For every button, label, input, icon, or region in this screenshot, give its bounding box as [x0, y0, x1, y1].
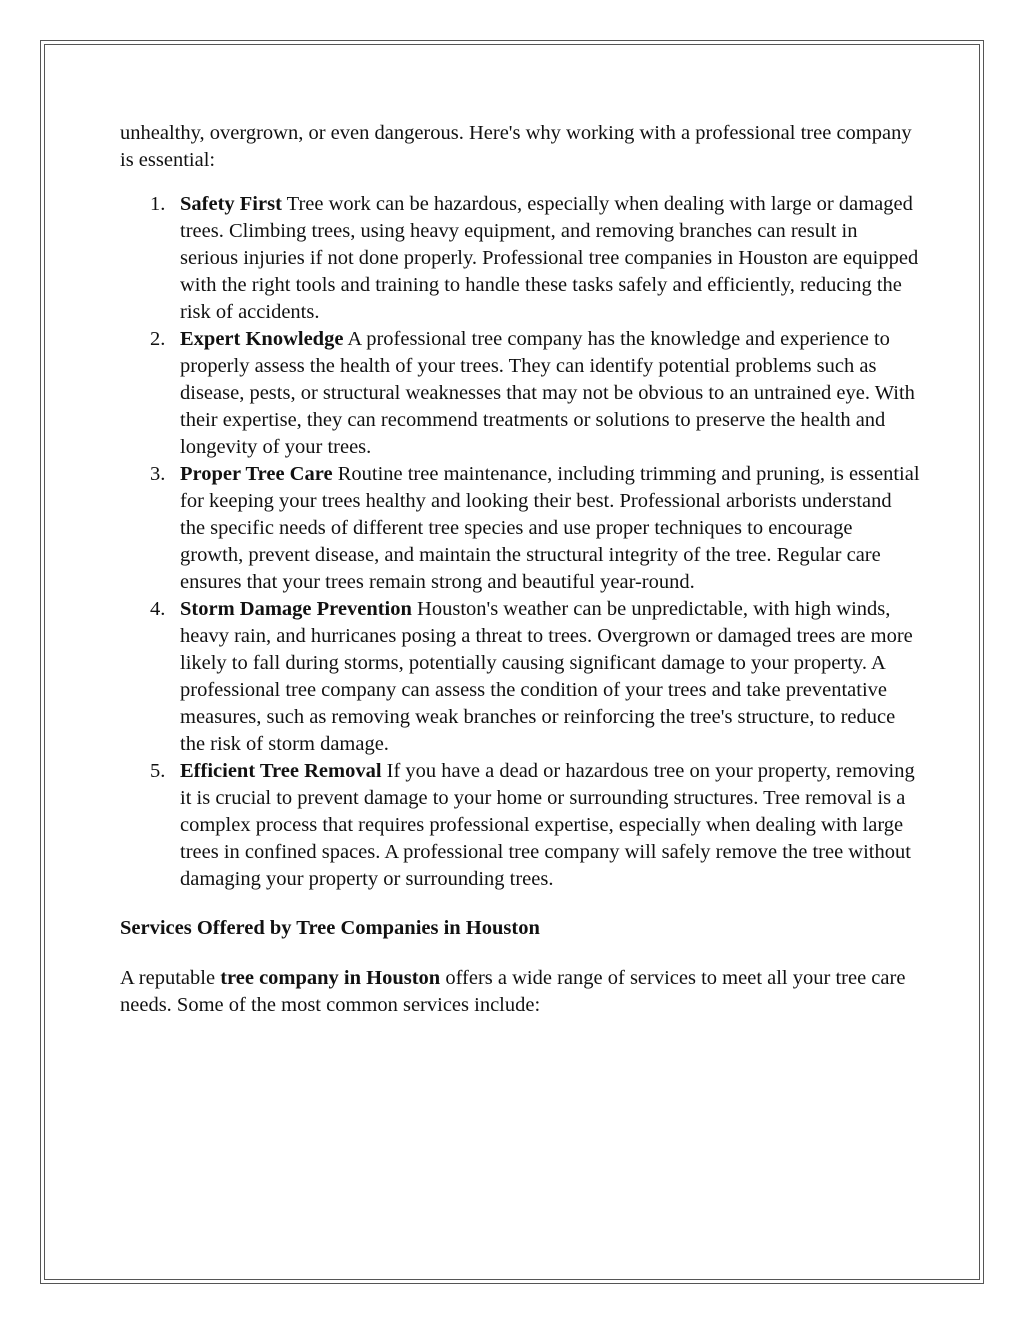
services-text-after: offers a wide range of services to meet all your tree care needs. Some of the most common services include:	[120, 967, 906, 1016]
list-item	[150, 758, 920, 893]
list-item-text: Tree work can be hazardous, especially when dealing with large or damaged trees. Climbing trees, using heavy equipment, and removing branches can result in serious injuries if not done properly. Professional tree companies in Houston are equipped with the right tools and training to handle these tasks safely and efficiently, reducing the risk of accidents.	[180, 193, 919, 323]
list-item-number: 1.	[150, 193, 166, 215]
list-item	[150, 596, 920, 758]
list-item-number: 2.	[150, 328, 166, 350]
document-body	[120, 120, 920, 1019]
list-item-title: Efficient Tree Removal	[180, 760, 382, 782]
list-item-number: 3.	[150, 463, 166, 485]
list-item-number: 5.	[150, 760, 166, 782]
list-item-number: 4.	[150, 598, 166, 620]
list-item-text: Routine tree maintenance, including trimming and pruning, is essential for keeping your trees healthy and looking their best. Professional arborists understand the specific needs of different tree species and use proper techniques to encourage growth, prevent disease, and maintain the structural integrity of the tree. Regular care ensures that your trees remain strong and beautiful year-round.	[180, 463, 920, 593]
list-item-title: Proper Tree Care	[180, 463, 333, 485]
services-paragraph	[120, 965, 920, 1019]
list-item-title: Expert Knowledge	[180, 328, 344, 350]
list-item-title: Safety First	[180, 193, 282, 215]
list-item-title: Storm Damage Prevention	[180, 598, 412, 620]
list-item-text: A professional tree company has the knowledge and experience to properly assess the health of your trees. They can identify potential problems such as disease, pests, or structural weaknesses that may not be obvious to an untrained eye. With their expertise, they can recommend treatments or solutions to preserve the health and longevity of your trees.	[180, 328, 915, 458]
reasons-list	[120, 191, 920, 893]
services-keyword: tree company in Houston	[220, 967, 441, 989]
intro-paragraph: unhealthy, overgrown, or even dangerous. Here's why working with a professional tree company is essential:	[120, 122, 912, 171]
list-item	[150, 326, 920, 461]
services-text-before: A reputable	[120, 967, 221, 989]
section-heading: Services Offered by Tree Companies in Houston	[120, 917, 540, 939]
list-item	[150, 191, 920, 326]
list-item-text: If you have a dead or hazardous tree on your property, removing it is crucial to prevent damage to your home or surrounding structures. Tree removal is a complex process that requires professional expertise, especially when dealing with large trees in confined spaces. A professional tree company will safely remove the tree without damaging your property or surrounding trees.	[180, 760, 915, 890]
list-item-text: Houston's weather can be unpredictable, with high winds, heavy rain, and hurricanes posing a threat to trees. Overgrown or damaged trees are more likely to fall during storms, potentially causing significant damage to your property. A professional tree company can assess the condition of your trees and take preventative measures, such as removing weak branches or reinforcing the tree's structure, to reduce the risk of storm damage.	[180, 598, 913, 755]
list-item	[150, 461, 920, 596]
